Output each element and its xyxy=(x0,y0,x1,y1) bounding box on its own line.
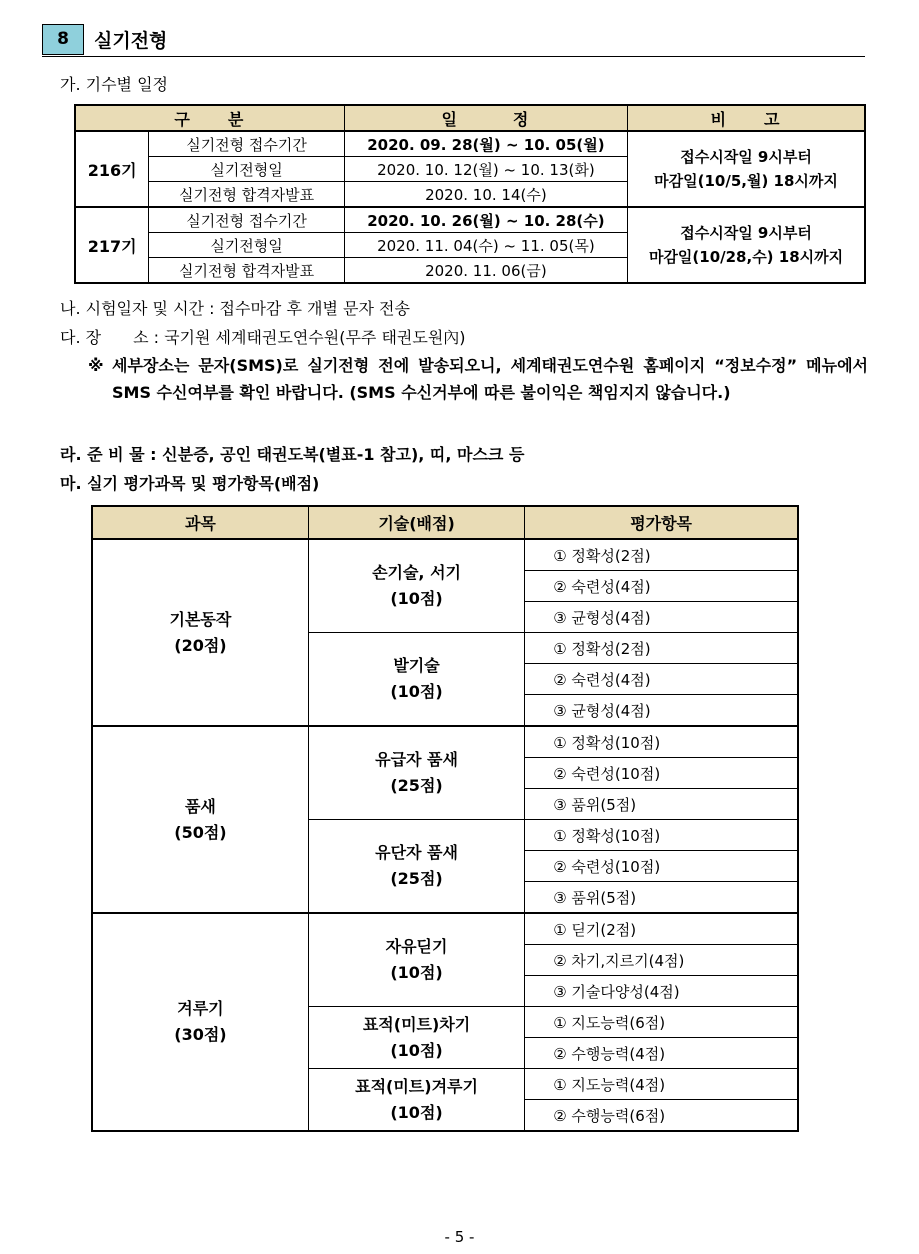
schedule-remark xyxy=(628,207,865,283)
subject-cell xyxy=(92,726,308,913)
evaluation-header-row xyxy=(92,506,798,539)
subject-cell xyxy=(92,539,308,726)
remark-line: 접수시작일 9시부터 xyxy=(680,148,812,166)
evaluation-item: ② 수행능력(4점) xyxy=(525,1038,798,1069)
notice-text: 세부장소는 문자(SMS)로 실기전형 전에 발송되오니, 세계태권도연수원 홈페이지 “정보수정” 메뉴에서 SMS 수신여부를 확인 바랍니다. (SMS 수신거부에 따른 불이익은 책임지지 않습니다.) xyxy=(112,356,868,402)
remark-line: 마감일(10/28,수) 18시까지 xyxy=(648,248,844,266)
table-row xyxy=(92,539,798,571)
subject-name: 기본동작 xyxy=(169,609,232,629)
schedule-remark xyxy=(628,131,865,207)
schedule-label: 실기전형 접수기간 xyxy=(149,131,344,157)
line-na: 나. 시험일자 및 시간 : 접수마감 후 개별 문자 전송 xyxy=(60,299,410,318)
evaluation-header-items: 평가항목 xyxy=(525,506,798,539)
technique-name: 표적(미트)겨루기 xyxy=(355,1076,478,1096)
schedule-date: 2020. 11. 06(금) xyxy=(344,258,627,284)
line-ma: 마. 실기 평가과목 및 평가항목(배점) xyxy=(60,474,320,493)
technique-score: (10점) xyxy=(390,963,443,982)
evaluation-item: ① 정확성(2점) xyxy=(525,539,798,571)
evaluation-item: ① 지도능력(6점) xyxy=(525,1007,798,1038)
subject-score: (50점) xyxy=(174,822,227,842)
evaluation-header-technique: 기술(배점) xyxy=(308,506,524,539)
table-row xyxy=(92,726,798,758)
technique-cell xyxy=(308,913,524,1007)
technique-cell xyxy=(308,1069,524,1132)
technique-cell xyxy=(308,820,524,914)
technique-name: 발기술 xyxy=(393,656,440,675)
technique-name: 유급자 품새 xyxy=(375,750,458,769)
remark-line: 접수시작일 9시부터 xyxy=(680,224,812,242)
evaluation-table xyxy=(91,505,799,1132)
remark-line: 마감일(10/5,월) 18시까지 xyxy=(654,172,838,190)
technique-name: 손기술, 서기 xyxy=(372,563,461,582)
evaluation-item: ② 수행능력(6점) xyxy=(525,1100,798,1132)
schedule-header-date: 일 정 xyxy=(344,105,627,131)
evaluation-item: ② 숙련성(10점) xyxy=(525,851,798,882)
evaluation-item: ③ 품위(5점) xyxy=(525,882,798,914)
technique-name: 자유딛기 xyxy=(385,937,448,956)
schedule-date: 2020. 10. 14(수) xyxy=(344,182,627,208)
evaluation-item: ① 정확성(10점) xyxy=(525,820,798,851)
generation-cell: 217기 xyxy=(75,207,149,283)
evaluation-item: ② 차기,지르기(4점) xyxy=(525,945,798,976)
evaluation-item: ③ 품위(5점) xyxy=(525,789,798,820)
technique-cell xyxy=(308,726,524,820)
subject-score: (20점) xyxy=(174,635,227,655)
evaluation-item: ③ 균형성(4점) xyxy=(525,602,798,633)
evaluation-item: ② 숙련성(10점) xyxy=(525,758,798,789)
technique-score: (10점) xyxy=(390,682,443,701)
schedule-date: 2020. 10. 26(월) ~ 10. 28(수) xyxy=(344,207,627,233)
notice-paragraph xyxy=(88,352,868,406)
schedule-label: 실기전형 합격자발표 xyxy=(149,258,344,284)
line-ra: 라. 준 비 물 : 신분증, 공인 태권도복(별표-1 참고), 띠, 마스크 등 xyxy=(60,445,525,464)
technique-cell xyxy=(308,1007,524,1069)
schedule-label: 실기전형 접수기간 xyxy=(149,207,344,233)
technique-cell xyxy=(308,539,524,633)
section-header xyxy=(42,24,865,57)
technique-name: 유단자 품새 xyxy=(375,843,458,862)
generation-cell: 216기 xyxy=(75,131,149,207)
subject-score: (30점) xyxy=(174,1025,227,1044)
technique-name: 표적(미트)차기 xyxy=(362,1014,471,1034)
technique-cell xyxy=(308,633,524,727)
schedule-label: 실기전형일 xyxy=(149,157,344,182)
line-da: 다. 장 소 : 국기원 세계태권도연수원(무주 태권도원內) xyxy=(60,328,466,347)
schedule-date: 2020. 11. 04(수) ~ 11. 05(목) xyxy=(344,233,627,258)
schedule-header-remark: 비 고 xyxy=(628,105,865,131)
evaluation-item: ② 숙련성(4점) xyxy=(525,571,798,602)
technique-score: (25점) xyxy=(390,776,443,795)
evaluation-item: ③ 균형성(4점) xyxy=(525,695,798,727)
evaluation-header-subject: 과목 xyxy=(92,506,308,539)
evaluation-item: ① 지도능력(4점) xyxy=(525,1069,798,1100)
subject-cell xyxy=(92,913,308,1131)
evaluation-item: ③ 기술다양성(4점) xyxy=(525,976,798,1007)
technique-score: (10점) xyxy=(390,1040,443,1060)
schedule-date: 2020. 10. 12(월) ~ 10. 13(화) xyxy=(344,157,627,182)
evaluation-item: ① 정확성(10점) xyxy=(525,726,798,758)
table-row xyxy=(75,207,865,233)
page-number: - 5 - xyxy=(444,1228,475,1246)
evaluation-item: ② 숙련성(4점) xyxy=(525,664,798,695)
technique-score: (10점) xyxy=(390,589,443,608)
table-row xyxy=(92,913,798,945)
schedule-label: 실기전형일 xyxy=(149,233,344,258)
technique-score: (10점) xyxy=(390,1102,443,1122)
table-row xyxy=(75,131,865,157)
subject-name: 겨루기 xyxy=(177,999,224,1018)
schedule-table xyxy=(74,104,866,284)
evaluation-item: ① 딛기(2점) xyxy=(525,913,798,945)
technique-score: (25점) xyxy=(390,869,443,888)
schedule-header-row xyxy=(75,105,865,131)
schedule-header-category: 구 분 xyxy=(75,105,344,131)
reference-mark-icon: ※ xyxy=(88,356,104,375)
subject-name: 품새 xyxy=(184,796,216,816)
section-title: 실기전형 xyxy=(94,30,168,52)
section-number: 8 xyxy=(42,24,84,55)
schedule-date: 2020. 09. 28(월) ~ 10. 05(월) xyxy=(344,131,627,157)
evaluation-item: ① 정확성(2점) xyxy=(525,633,798,664)
schedule-label: 실기전형 합격자발표 xyxy=(149,182,344,208)
line-ga: 가. 기수별 일정 xyxy=(60,75,168,94)
